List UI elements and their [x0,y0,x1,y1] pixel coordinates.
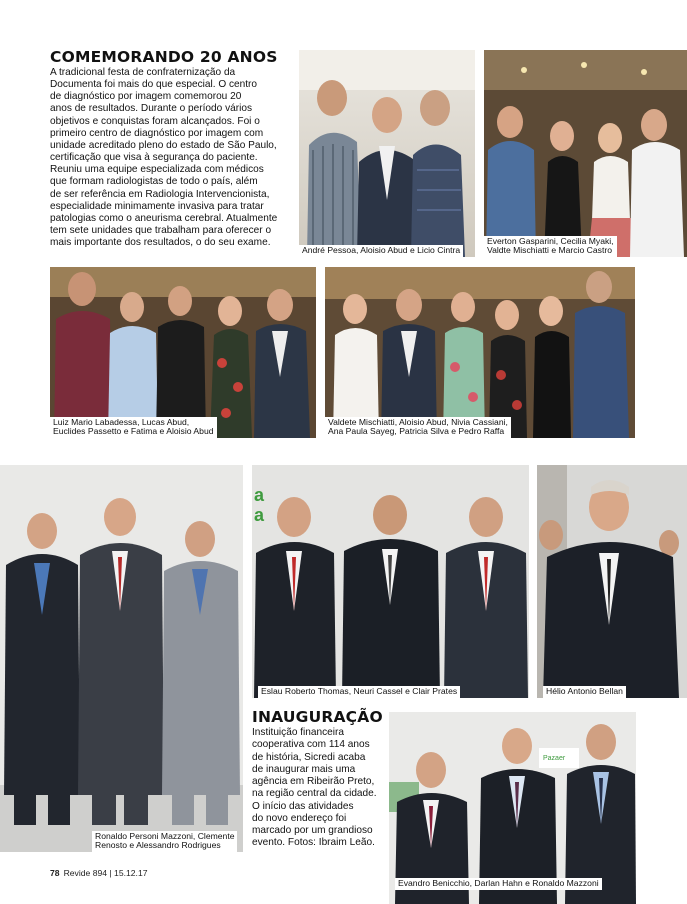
body-text-line: patologias como o aneurisma cerebral. Atualmente [50,212,278,224]
body-text-line: O início das atividades [252,800,354,812]
body-text-line: mais importante dos resultados, o do seu exame. [50,237,271,249]
photo-eslau-neuri-clair [252,465,529,698]
photo-scene [0,465,243,852]
body-text-line: cooperativa com 114 anos [252,739,370,751]
photo-helio-bellan [537,465,687,698]
photo-caption: Luiz Mario Labadessa, Lucas Abud, Euclides Passetto e Fatima e Aloisio Abud [50,417,217,438]
body-text-line: primeiro centro de diagnóstico por imagem com [50,127,264,139]
photo-caption: Ronaldo Personi Mazzoni, Clemente Renosto e Alessandro Rodrigues [92,831,237,852]
photo-andre-aloisio-licio [299,50,475,257]
article-body-comemorando [50,67,296,249]
photo-everton-cecilia-valdte-marcio [484,50,687,257]
photo-valdete-aloisio-nivia-group [325,267,635,438]
body-text-line: unidade acreditado pleno do estado de São Paulo, [50,139,277,151]
photo-caption: Evandro Benicchio, Darlan Hahn e Ronaldo Mazzoni [395,878,602,890]
body-text-line: Reuniu uma equipe especializada com médicos [50,164,264,176]
sicredi-sign-fragment: Pazaer [543,755,566,762]
body-text-line: especialidade minimamente invasiva para tratar [50,200,264,212]
body-text-line: marcado por um grandioso [252,825,373,836]
body-text-line: de história, Sicredi acaba [252,751,366,763]
body-text-line: Instituição financeira [252,727,345,738]
photo-caption: Everton Gasparini, Cecilia Myaki, Valdte Mischiatti e Marcio Castro [484,236,617,257]
photo-scene [252,465,529,698]
photo-scene [50,267,316,438]
photo-caption: André Pessoa, Aloisio Abud e Licio Cintra [299,245,463,257]
section-title-inauguracao: INAUGURAÇÃO [252,708,383,726]
photo-scene [484,50,687,257]
body-text-line: A tradicional festa de confraternização da [50,67,236,78]
photo-scene [325,267,635,438]
issue-info: Revide 894 | 15.12.17 [63,868,148,878]
body-text-line: tem sete unidades que trabalham para oferecer o [50,225,272,237]
photo-ronaldo-clemente-alessandro [0,465,243,852]
body-text-line: de diagnóstico por imagem comemorou 20 [50,91,242,103]
article-body-inauguracao [252,727,388,850]
section-title-comemorando: COMEMORANDO 20 ANOS [50,48,278,66]
body-text-line: objetivos e conquistas foram alcançados. Foi o [50,115,260,127]
body-text-line: evento. Fotos: Ibraim Leão. [252,837,375,849]
body-text-line: Documenta foi mais do que especial. O centro [50,79,258,91]
photo-scene [389,712,636,904]
body-text-line: de inaugurar mais uma [252,763,356,775]
page-footer [50,868,148,878]
photo-caption: Eslau Roberto Thomas, Neuri Cassel e Clair Prates [258,686,460,698]
photo-scene [299,50,475,257]
body-text-line: na região central da cidade. [252,788,377,800]
sicredi-sign-fragment: a [254,485,265,505]
body-text-line: certificação que visa à segurança do paciente. [50,152,258,164]
photo-labadessa-abud-group [50,267,316,438]
photo-evandro-darlan-ronaldo [389,712,636,904]
body-text-line: de ser referência em Radiologia Intervencionista, [50,188,270,200]
photo-caption: Hélio Antonio Bellan [543,686,626,698]
body-text-line: que formam radiologistas de todo o país, além [50,176,258,188]
body-text-line: do novo endereço foi [252,812,347,824]
body-text-line: agência em Ribeirão Preto, [252,776,375,787]
sicredi-sign-fragment: a [254,505,265,525]
page-number: 78 [50,868,60,878]
body-text-line: anos de resultados. Durante o período vários [50,103,252,115]
photo-scene [537,465,687,698]
photo-caption: Valdete Mischiatti, Aloisio Abud, Nivia Cassiani, Ana Paula Sayeg, Patricia Silva e Pedro Raffa [325,417,511,438]
